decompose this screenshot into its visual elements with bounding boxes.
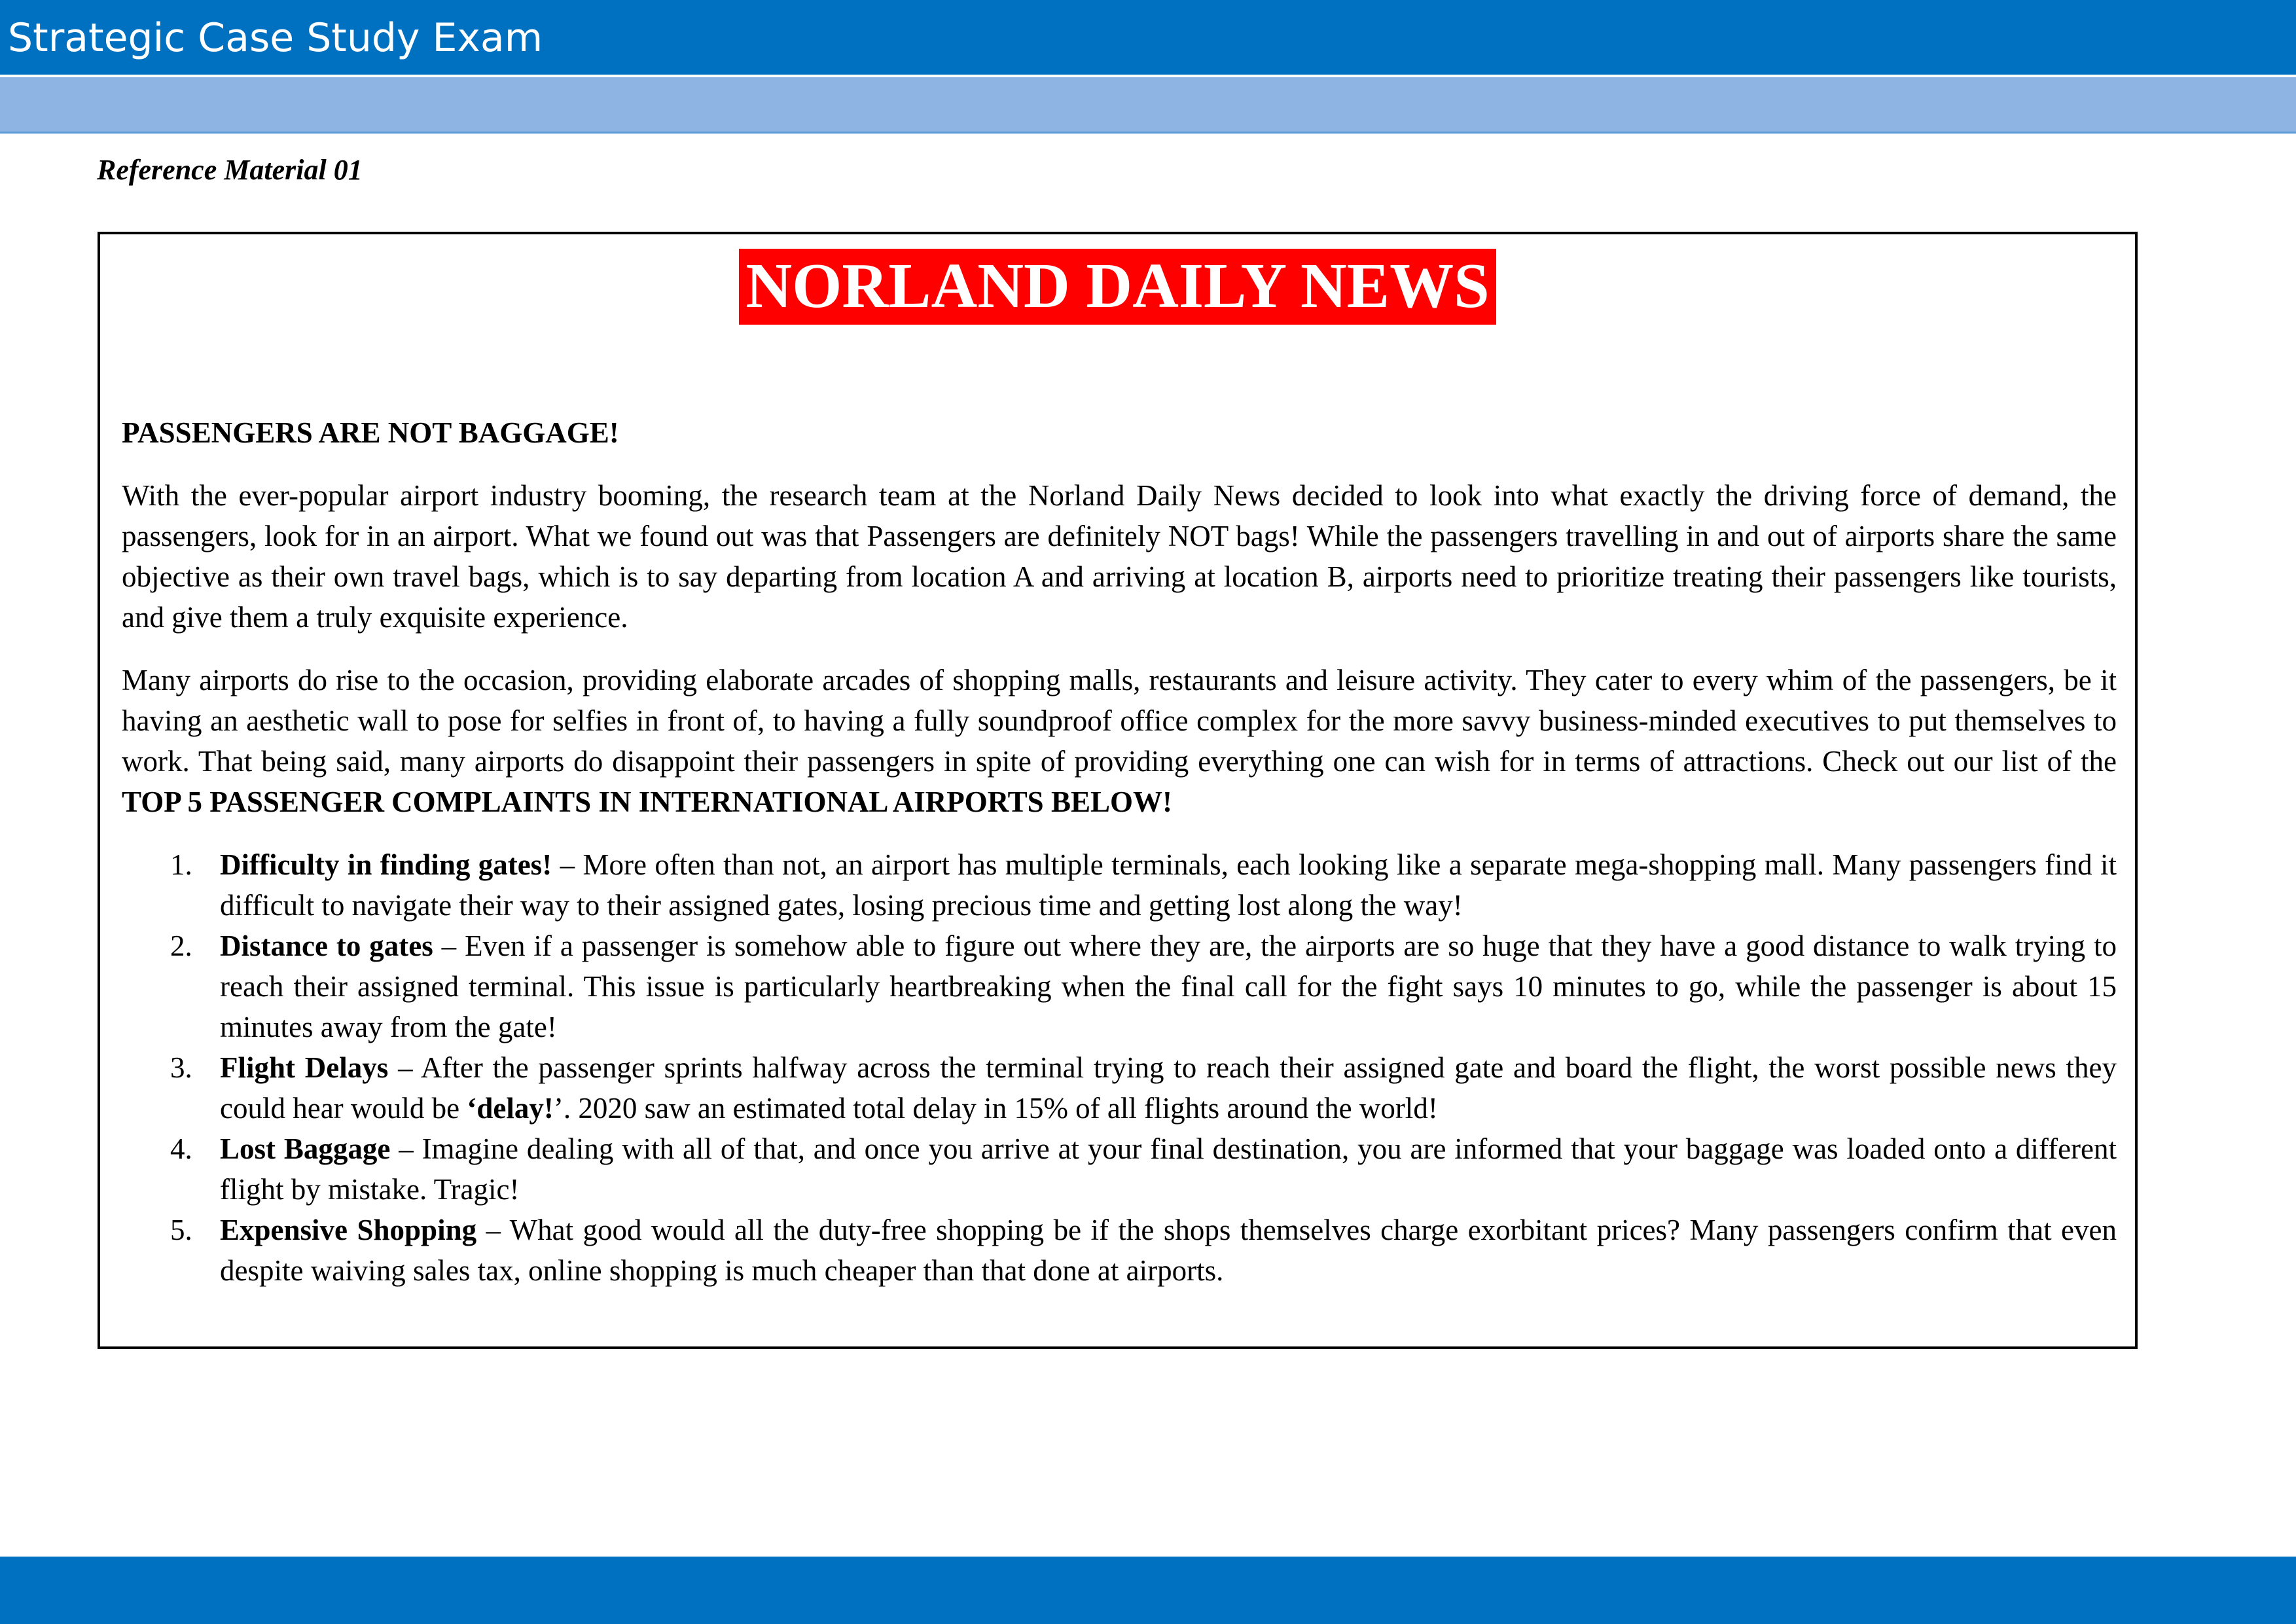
article-content	[122, 412, 2117, 1291]
list-item-emphasis: ‘delay!	[467, 1092, 554, 1125]
article-headline: PASSENGERS ARE NOT BAGGAGE!	[122, 416, 619, 449]
list-item-text: – What good would all the duty-free shopping be if the shops themselves charge exorbitant prices? Many passengers confirm that even despite waiving sales tax, online shopping is much cheaper than that done at airports.	[220, 1214, 2117, 1287]
header-sub-bar	[0, 77, 2296, 134]
reference-label: Reference Material 01	[97, 154, 363, 186]
list-item-term: Expensive Shopping	[220, 1214, 477, 1246]
article-paragraph-1: With the ever-popular airport industry booming, the research team at the Norland Daily News decided to look into what exactly the driving force of demand, the passengers, look for in an airport. What we found out was that Passengers are definitely NOT bags! While the passengers travelling in and out of airports share the same objective as their own travel bags, which is to say departing from location A and arriving at location B, airports need to prioritize treating their passengers like tourists, and give them a truly exquisite experience.	[122, 479, 2117, 634]
list-item-text: – Imagine dealing with all of that, and once you arrive at your final destination, you are informed that your baggage was loaded onto a different flight by mistake. Tragic!	[220, 1132, 2117, 1206]
footer-bar	[0, 1557, 2296, 1624]
list-item-number: 5.	[170, 1214, 192, 1246]
list-item	[122, 844, 2117, 926]
list-item	[122, 1210, 2117, 1291]
list-item	[122, 1128, 2117, 1210]
list-item-number: 2.	[170, 929, 192, 962]
list-item-term: Difficulty in finding gates!	[220, 848, 552, 881]
list-item-text-after: ’. 2020 saw an estimated total delay in 15% of all flights around the world!	[553, 1092, 1438, 1125]
newspaper-masthead: NORLAND DAILY NEWS	[739, 249, 1496, 325]
list-item-number: 4.	[170, 1132, 192, 1165]
list-item-text: – Even if a passenger is somehow able to figure out where they are, the airports are so huge that they have a good distance to walk trying to reach their assigned terminal. This issue is particularly heartbreaking when the final call for the fight says 10 minutes to go, while the passenger is about 15 minutes away from the gate!	[220, 929, 2117, 1043]
list-item	[122, 1047, 2117, 1128]
header-bar	[0, 0, 2296, 77]
list-item-term: Flight Delays	[220, 1051, 389, 1084]
exam-title: Strategic Case Study Exam	[8, 15, 543, 61]
complaints-list	[122, 844, 2117, 1291]
list-item-term: Lost Baggage	[220, 1132, 391, 1165]
list-item	[122, 926, 2117, 1047]
paragraph-2-bold: TOP 5 PASSENGER COMPLAINTS IN INTERNATIONAL AIRPORTS BELOW!	[122, 785, 1172, 818]
paragraph-2-text: Many airports do rise to the occasion, providing elaborate arcades of shopping malls, restaurants and leisure activity. They cater to every whim of the passengers, be it having an aesthetic wall to pose for selfies in front of, to having a fully soundproof office complex for the more savvy business-minded executives to put themselves to work. That being said, many airports do disappoint their passengers in spite of providing everything one can wish for in terms of attractions. Check out our list of the	[122, 664, 2117, 778]
list-item-number: 1.	[170, 848, 192, 881]
list-item-number: 3.	[170, 1051, 192, 1084]
list-item-term: Distance to gates	[220, 929, 433, 962]
masthead-wrap	[100, 249, 2135, 325]
list-item-text: – More often than not, an airport has multiple terminals, each looking like a separate mega-shopping mall. Many passengers find it difficult to navigate their way to their assigned gates, losing precious time and getting lost along the way!	[220, 848, 2117, 922]
article-box	[98, 232, 2138, 1349]
list-item-text: – After the passenger sprints halfway across the terminal trying to reach their assigned gate and board the flight, the worst possible news they could hear would be	[220, 1051, 2117, 1125]
article-paragraph-2	[122, 660, 2117, 822]
